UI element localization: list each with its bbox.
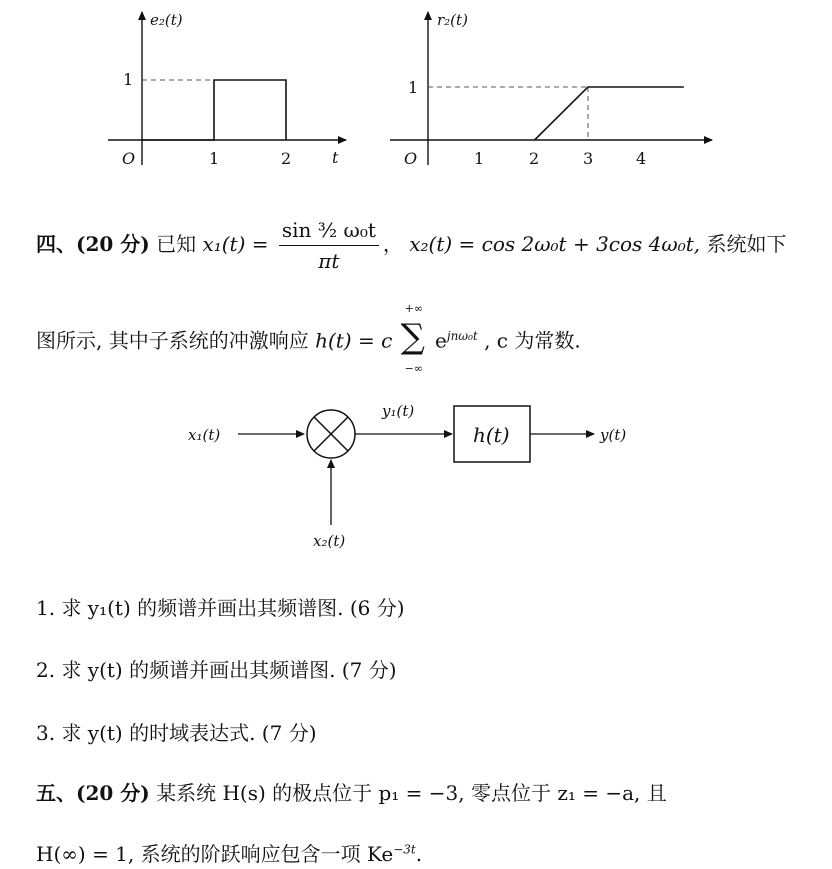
subsystem-block <box>454 406 530 462</box>
r2-signal-line <box>535 87 684 140</box>
r2-xtick-2: 2 <box>529 149 540 168</box>
r2-origin: O <box>404 149 418 168</box>
r2-xtick-4: 4 <box>636 149 647 168</box>
problem4-line2-post: , c 为常数. <box>484 328 581 353</box>
problem4-line1 <box>36 218 786 273</box>
problem5-heading: 五、(20 分) <box>36 781 150 805</box>
sum-lower: −∞ <box>404 362 424 375</box>
problem4-heading: 四、(20 分) <box>36 232 150 256</box>
problem5-exponent: −3t <box>393 842 416 857</box>
graph-r2 <box>390 11 712 168</box>
comma: ， <box>382 232 403 256</box>
exp-power: jnω₀t <box>446 328 478 343</box>
e2-xlabel: t <box>332 148 339 167</box>
x1-fraction-denominator: πt <box>318 249 340 273</box>
bd-output-label: y(t) <box>600 426 627 444</box>
question-3: 3. 求 y(t) 的时域表达式. (7 分) <box>36 721 317 745</box>
problem4-given: 已知 <box>156 232 197 256</box>
multiplier-node <box>307 410 355 458</box>
x1-fraction-numerator: sin ³⁄₂ ω₀t <box>279 218 379 246</box>
h-equation: h(t) = c <box>315 328 393 353</box>
r2-ylabel: r₂(t) <box>437 11 468 29</box>
bd-input1-label: x₁(t) <box>188 426 221 444</box>
bd-mid-label: y₁(t) <box>382 402 415 420</box>
sum-upper: +∞ <box>404 302 424 315</box>
x1-definition: x₁(t) = <box>202 232 269 256</box>
sum-sigma: ∑ <box>400 317 425 357</box>
e2-ytick: 1 <box>123 70 134 89</box>
graph-e2 <box>108 11 346 168</box>
question-1: 1. 求 y₁(t) 的频谱并画出其频谱图. (6 分) <box>36 596 405 620</box>
problem5-text1: 某系统 H(s) 的极点位于 p₁ = −3, 零点位于 z₁ = −a, 且 <box>156 781 667 805</box>
e2-xtick-1: 1 <box>209 149 220 168</box>
exp-base: e <box>435 328 447 353</box>
x1-fraction <box>279 218 379 273</box>
problem5-text2-end: . <box>415 842 423 866</box>
x2-definition: x₂(t) = cos 2ω₀t + 3cos 4ω₀t, <box>409 232 701 256</box>
problem4-line2-pre: 图所示, 其中子系统的冲激响应 <box>36 328 309 353</box>
problem5-line1 <box>36 777 667 806</box>
r2-xtick-1: 1 <box>474 149 485 168</box>
bd-input2-label: x₂(t) <box>313 532 346 550</box>
e2-signal-line <box>142 80 286 140</box>
e2-xtick-2: 2 <box>281 149 292 168</box>
problem4-line2 <box>36 302 581 375</box>
problem4-tail: 系统如下 <box>706 232 787 256</box>
problem5-text2: H(∞) = 1, 系统的阶跃响应包含一项 Ke <box>36 842 394 866</box>
summation <box>399 302 429 375</box>
question-2: 2. 求 y(t) 的频谱并画出其频谱图. (7 分) <box>36 658 397 682</box>
problem5-line2 <box>36 838 422 867</box>
subsystem-label: h(t) <box>473 423 510 447</box>
r2-xtick-3: 3 <box>583 149 594 168</box>
r2-ytick: 1 <box>408 78 419 97</box>
e2-ylabel: e₂(t) <box>150 11 183 29</box>
graphs-figure <box>0 0 832 200</box>
e2-origin: O <box>122 149 136 168</box>
